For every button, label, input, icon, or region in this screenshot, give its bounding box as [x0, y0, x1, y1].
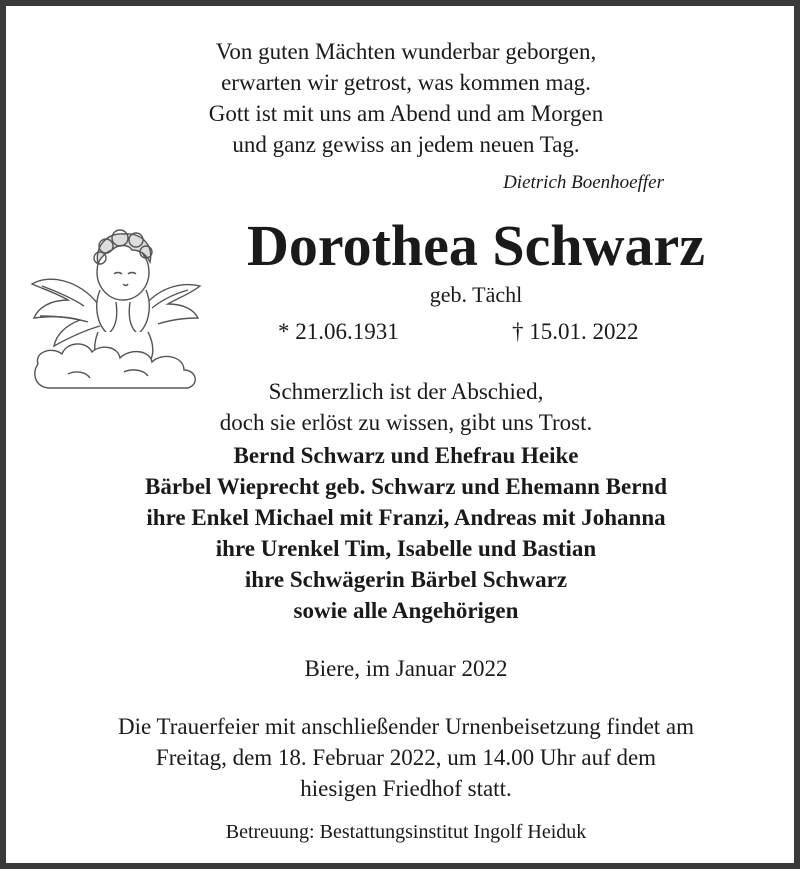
funeral-home-credit: Betreuung: Bestattungsinstitut Ingolf Heiduk	[225, 821, 587, 843]
mourner-line: ihre Enkel Michael mit Franzi, Andreas mit Johanna	[146, 505, 666, 530]
service-line: Freitag, dem 18. Februar 2022, um 14.00 Uhr auf dem	[155, 745, 657, 770]
birth-date: * 21.06.1931	[278, 319, 399, 344]
service-line: Die Trauerfeier mit anschließender Urnenbeisetzung findet am	[117, 714, 695, 739]
service-line: hiesigen Friedhof statt.	[300, 776, 512, 801]
poem-line: und ganz gewiss an jedem neuen Tag.	[232, 132, 580, 157]
poem-line: Gott ist mit uns am Abend und am Morgen	[208, 101, 604, 126]
death-date: † 15.01. 2022	[512, 319, 639, 344]
poem	[6, 36, 800, 160]
mourners-list	[6, 440, 800, 626]
farewell-line: Schmerzlich ist der Abschied,	[268, 379, 544, 404]
poem-author: Dietrich Boenhoeffer	[503, 172, 664, 193]
mourner-line: sowie alle Angehörigen	[293, 598, 519, 623]
mourner-line: Bärbel Wieprecht geb. Schwarz und Ehemann Bernd	[144, 474, 668, 499]
deceased-name: Dorothea Schwarz	[246, 213, 706, 278]
mourner-line: Bernd Schwarz und Ehefrau Heike	[233, 443, 579, 468]
poem-line: erwarten wir getrost, was kommen mag.	[221, 70, 591, 95]
funeral-service-info	[6, 711, 800, 804]
mourner-line: ihre Urenkel Tim, Isabelle und Bastian	[215, 536, 597, 561]
cherub-icon	[28, 224, 206, 394]
poem-line: Von guten Mächten wunderbar geborgen,	[215, 39, 597, 64]
farewell-text	[6, 376, 800, 438]
mourner-line: ihre Schwägerin Bärbel Schwarz	[244, 567, 568, 592]
place-date: Biere, im Januar 2022	[304, 656, 508, 681]
birth-name: geb. Tächl	[429, 282, 523, 307]
farewell-line: doch sie erlöst zu wissen, gibt uns Trost.	[219, 410, 593, 435]
